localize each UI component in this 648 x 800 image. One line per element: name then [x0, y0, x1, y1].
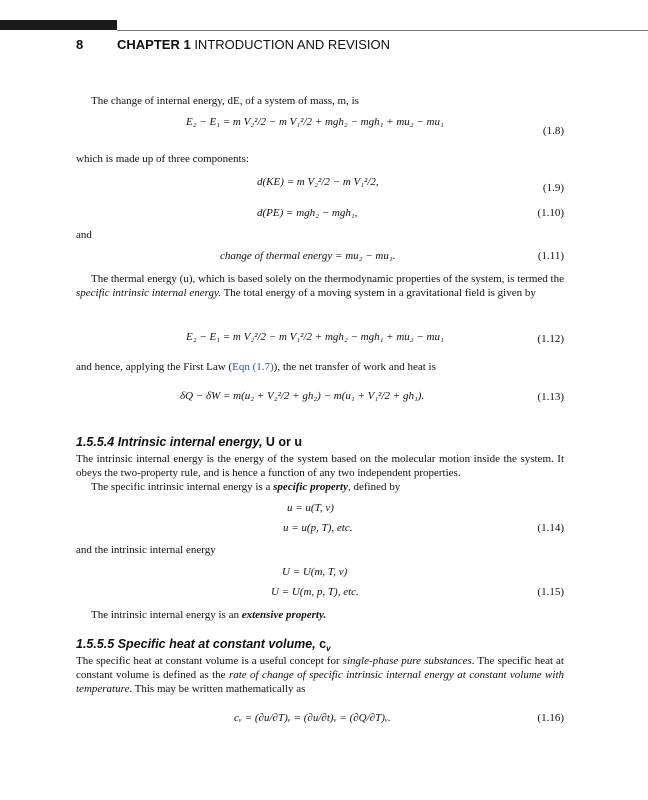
equation-1-8 — [186, 116, 444, 128]
page-number: 8 — [76, 37, 84, 52]
equation-1-9: d(KE) = m V₂²/2 − m V₁²/2, — [257, 176, 379, 188]
eqn-1-7-link[interactable]: Eqn (1.7) — [232, 361, 274, 373]
paragraph-8 — [76, 608, 564, 622]
p3-emph: specific intrinsic internal energy. — [76, 287, 222, 300]
equation-1-15b: U = U(m, p, T), etc. — [271, 586, 359, 598]
p9-text-c: . The specific heat at constant volume is defined as the — [76, 655, 564, 682]
equation-1-12: E₂ − E₁ = m V₂²/2 − m V₁²/2 + mgh₂ − mgh₁ + mu₂ − mu₁ — [186, 331, 444, 343]
and-text-1: and — [76, 229, 92, 241]
equation-1-8-text: E₂ − E₁ = m V₂²/2 − m V₁²/2 + mgh₂ − mgh₁ + mu₂ − mu₁ — [186, 116, 444, 128]
paragraph-2: which is made up of three components: — [76, 153, 249, 165]
section-1-5-5-4-heading — [76, 435, 302, 449]
chapter-label: CHAPTER 1 — [117, 37, 191, 52]
equation-1-14b: u = u(p, T), etc. — [283, 522, 353, 534]
equation-1-13: δQ − δW = m(u₂ + V₂²/2 + gh₂) − m(u₁ + V₁²/2 + gh₁). — [180, 390, 425, 402]
eqno-1-8: (1.8) — [542, 125, 564, 137]
p4-text-a: and hence, applying the First Law ( — [76, 361, 233, 373]
paragraph-7: and the intrinsic internal energy — [76, 544, 216, 556]
section-1-5-5-4-symbol: U or u — [265, 435, 302, 449]
p9-text-e: . This may be written mathematically as — [129, 683, 306, 696]
eqno-1-10: (1.10) — [537, 207, 564, 219]
p8-text-a: The intrinsic internal energy is an — [91, 609, 242, 621]
paragraph-4 — [76, 360, 564, 374]
p3-text-c: The total energy of a moving system in a gravitational field is given by — [221, 287, 536, 300]
equation-1-14a: u = u(T, v) — [287, 502, 334, 514]
eqno-1-16: (1.16) — [537, 712, 564, 724]
p6-text-a: The specific intrinsic internal energy is a — [91, 481, 274, 493]
p9-emph-2: rate of change of specific intrinsic internal energy at constant volume with temperature — [76, 669, 565, 696]
eqno-1-12: (1.12) — [537, 333, 564, 345]
eqno-1-9: (1.9) — [542, 182, 564, 194]
p3-text-a: The thermal energy (u), which is based solely on the thermodynamic properties of the system, is termed the — [91, 273, 564, 285]
eqno-1-14: (1.14) — [537, 522, 564, 534]
chapter-title — [117, 37, 390, 52]
section-1-5-5-5-symbol: c — [319, 637, 327, 651]
p9-text-a: The specific heat at constant volume is a useful concept for — [76, 655, 343, 667]
section-1-5-5-4-title: 1.5.5.4 Intrinsic internal energy, — [76, 435, 266, 449]
chapter-name: INTRODUCTION AND REVISION — [194, 37, 391, 52]
p8-emph: extensive property. — [241, 609, 327, 621]
equation-1-15a: U = U(m, T, v) — [282, 566, 348, 578]
paragraph-9 — [76, 654, 564, 697]
p9-emph-1: single-phase pure substances — [342, 655, 472, 667]
header-bar — [0, 20, 117, 30]
eqno-1-11: (1.11) — [537, 250, 564, 262]
eqno-1-15: (1.15) — [537, 586, 564, 598]
p4-text-b: ), the net transfer of work and heat is — [273, 361, 436, 373]
p6-emph: specific property — [273, 481, 348, 493]
paragraph-5: The intrinsic internal energy is the energy of the system based on the molecular motion inside the system. It obeys the two-property rule, and is hence a function of any two independent properties. — [76, 453, 564, 480]
equation-1-10: d(PE) = mgh₂ − mgh₁, — [257, 207, 358, 219]
paragraph-3 — [76, 272, 564, 300]
equation-1-11: change of thermal energy = mu₂ − mu₁. — [220, 250, 396, 262]
section-1-5-5-5-heading — [76, 637, 331, 653]
section-1-5-5-5-subscript: v — [326, 644, 331, 653]
header-rule — [117, 30, 648, 31]
paragraph-1: The change of internal energy, dE, of a system of mass, m, is — [91, 95, 359, 107]
section-1-5-5-5-title: 1.5.5.5 Specific heat at constant volume, — [76, 637, 320, 651]
p6-text-c: , defined by — [348, 481, 401, 493]
equation-1-16: cᵥ = (∂u/∂T)ᵥ = (∂u/∂t)ᵥ = (∂Q/∂T)ᵥ. — [234, 712, 391, 724]
eqno-1-13: (1.13) — [537, 391, 564, 403]
paragraph-6 — [76, 480, 564, 494]
